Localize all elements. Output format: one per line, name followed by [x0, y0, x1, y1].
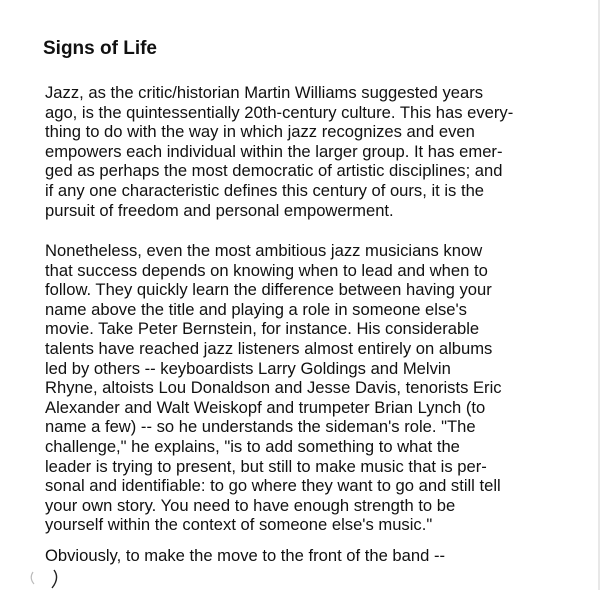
- paragraph-3: [45, 546, 445, 566]
- text-line: challenge," he explains, "is to add something to what the: [45, 436, 460, 456]
- text-line: Alexander and Walt Weiskopf and trumpeter Brian Lynch (to: [45, 397, 486, 417]
- text-line: empowers each individual within the larger group. It has emer-: [45, 141, 503, 161]
- text-line: pursuit of freedom and personal empowerment.: [45, 200, 394, 220]
- text-line: that success depends on knowing when to lead and when to: [45, 260, 488, 280]
- text-line: follow. They quickly learn the difference between having your: [45, 280, 492, 300]
- text-line: ago, is the quintessentially 20th-century culture. This has every-: [45, 102, 514, 122]
- text-line: name above the title and playing a role in someone else's: [45, 299, 467, 319]
- text-line: led by others -- keyboardists Larry Goldings and Melvin: [45, 358, 451, 378]
- text-line: Obviously, to make the move to the front of the band --: [45, 546, 445, 565]
- text-line: leader is trying to present, but still to make music that is per-: [45, 456, 487, 476]
- text-line: sonal and identifiable: to go where they want to go and still tell: [45, 476, 501, 496]
- page-title: Signs of Life: [43, 38, 157, 59]
- page-curl-mark: [30, 568, 60, 590]
- text-line: Rhyne, altoists Lou Donaldson and Jesse Davis, tenorists Eric: [45, 378, 502, 398]
- text-line: yourself within the context of someone else's music.": [45, 515, 433, 535]
- text-line: Jazz, as the critic/historian Martin Williams suggested years: [45, 83, 484, 102]
- paragraph-2: [45, 241, 502, 535]
- text-line: name a few) -- so he understands the sideman's role. "The: [45, 417, 476, 437]
- text-line: movie. Take Peter Bernstein, for instance. His considerable: [45, 319, 480, 339]
- text-line: if any one characteristic defines this century of ours, it is the: [45, 180, 485, 200]
- text-line: ged as perhaps the most democratic of artistic disciplines; and: [45, 161, 503, 181]
- paragraph-1: [45, 83, 513, 220]
- text-line: Nonetheless, even the most ambitious jazz musicians know: [45, 241, 483, 260]
- text-line: talents have reached jazz listeners almost entirely on albums: [45, 338, 493, 358]
- text-line: thing to do with the way in which jazz recognizes and even: [45, 122, 475, 142]
- text-line: your own story. You need to have enough strength to be: [45, 495, 456, 515]
